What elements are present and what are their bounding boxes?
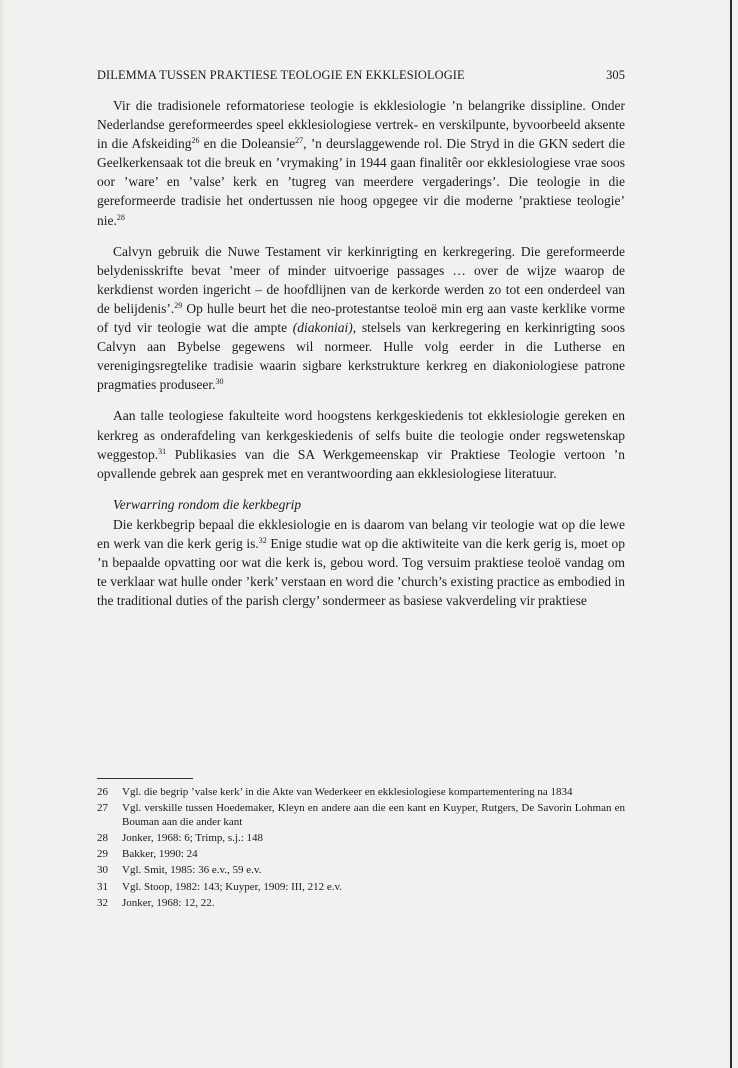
footnotes <box>97 786 625 913</box>
footnote-number: 32 <box>97 897 108 910</box>
paragraph <box>97 406 625 482</box>
footnote-number: 29 <box>97 848 108 861</box>
footnote-text: Vgl. verskille tussen Hoedemaker, Kleyn en andere aan die een kant en Kuyper, Rutgers, De Savorin Lohman en Bouman aan die ander kant <box>122 802 625 828</box>
footnote <box>97 881 625 894</box>
footnote-number: 28 <box>97 831 108 844</box>
main-text <box>97 96 625 610</box>
footnote-ref: 31 <box>158 446 167 456</box>
footnote-ref: 30 <box>215 377 224 387</box>
footnote <box>97 897 625 910</box>
footnote-ref: 29 <box>174 300 183 310</box>
text-run: Calvyn gebruik die Nuwe Testament vir kerkinrigting en kerkregering. Die gereformeerde belydenisskrifte bevat ’meer of minder uitvoerige passages … over de wijze waarop de kerkdienst worden ingericht – de hoofdlijnen van de kerkorde werden zo tot een onderdeel van de belijdenis’. <box>97 243 625 316</box>
text-run: Op hulle beurt het die neo-protestantse teoloë min erg aan vaste kerklike vorme of tyd vir teologie wat die ampte <box>97 300 625 336</box>
footnote-text: Vgl. Smit, 1985: 36 e.v., 59 e.v. <box>122 864 262 877</box>
footnote-ref: 28 <box>116 212 125 222</box>
footnote <box>97 864 625 877</box>
text-run: Enige studie wat op die aktiwiteite van die kerk gerig is, moet op ’n bepaalde opvatting oor wat die kerk is, gebou word. Tog versuim praktiese teoloë vandag om te verklaar wat hulle onder ’kerk’ verstaan en word die ’church’s existing practice as embodied in the traditional duties of the parish clergy’ sondermeer as basiese vakverdeling vir praktiese <box>97 535 625 609</box>
text-run: Aan talle teologiese fakulteite word hoogstens kerkgeskiedenis tot ekklesiologie gereken en kerkreg as onderafdeling van kerkgeskiedenis of selfs buite die teologie onder regswetenskap weggestop. <box>97 408 625 462</box>
footnote-rule <box>97 778 193 779</box>
page-left-edge <box>0 0 3 1068</box>
footnote <box>97 786 625 799</box>
running-title: DILEMMA TUSSEN PRAKTIESE TEOLOGIE EN EKKLESIOLOGIE <box>97 68 465 82</box>
italic-term: (diakoniai), <box>292 320 357 336</box>
section-heading: Verwarring rondom die kerkbegrip <box>113 496 302 512</box>
footnote-number: 30 <box>97 864 108 877</box>
page-number: 305 <box>606 68 625 82</box>
footnote-ref: 26 <box>191 136 200 146</box>
footnote-text: Vgl. Stoop, 1982: 143; Kuyper, 1909: III, 212 e.v. <box>122 880 343 893</box>
paragraph <box>97 96 625 230</box>
text-run: Publikasies van die SA Werkgemeenskap vir Praktiese Teologie vertoon ’n opvallende gebrek aan gesprek met en verantwoording aan ekklesiologiese literatuur. <box>97 446 625 481</box>
paragraph <box>97 242 625 395</box>
footnote <box>97 848 625 861</box>
footnote-ref: 32 <box>258 535 267 545</box>
footnote <box>97 832 625 845</box>
footnote-text: Vgl. die begrip ’valse kerk’ in die Akte van Wederkeer en ekklesiologiese kompartementering na 1834 <box>122 786 573 798</box>
footnote-text: Jonker, 1968: 12, 22. <box>122 897 215 910</box>
footnote <box>97 802 625 829</box>
page-right-edge <box>730 0 732 1068</box>
footnote-ref: 27 <box>295 136 304 146</box>
text-run: , ’n deurslaggewende rol. Die Stryd in die GKN sedert die Geelkerkensaak tot die breuk en ’vrymaking’ in 1944 gaan finalitêr oor ekklesiologiese vrae soos oor ’ware’ en ’valse’ kerk en ’tugreg van meerdere vergaderings’. Die teologie in die gereformeerde tradisie het ondertussen nie hoog opgegee vir die moderne ’praktiese teologie’ nie. <box>97 136 625 228</box>
footnote-number: 26 <box>97 786 108 798</box>
text-run: en die Doleansie <box>199 136 296 152</box>
text-run: stelsels van kerkregering en kerkinrigting soos Calvyn aan Bybelse gegewens wil normeer. Hulle volg eerder in die Lutherse en verenigingsregtelike tradisie waarin sigbare kerkstrukture kerkreg en diakoniologiese patrone pragmaties produseer. <box>97 320 625 393</box>
section-paragraph <box>97 515 625 610</box>
text-run: Die kerkbegrip bepaal die ekklesiologie en is daarom van belang vir teologie wat op die lewe en werk van die kerk gerig is. <box>97 516 625 551</box>
footnote-text: Bakker, 1990: 24 <box>122 848 198 861</box>
footnote-number: 27 <box>97 802 108 815</box>
text-run: Vir die tradisionele reformatoriese teologie is ekklesiologie ’n belangrike dissipline. Onder Nederlandse gereformeerdes speel ekklesiologiese vertrek- en verskilpunte, byvoorbeeld aksente in die Afskeiding <box>97 98 625 152</box>
footnote-text: Jonker, 1968: 6; Trimp, s.j.: 148 <box>122 831 264 844</box>
footnote-number: 31 <box>97 880 108 893</box>
